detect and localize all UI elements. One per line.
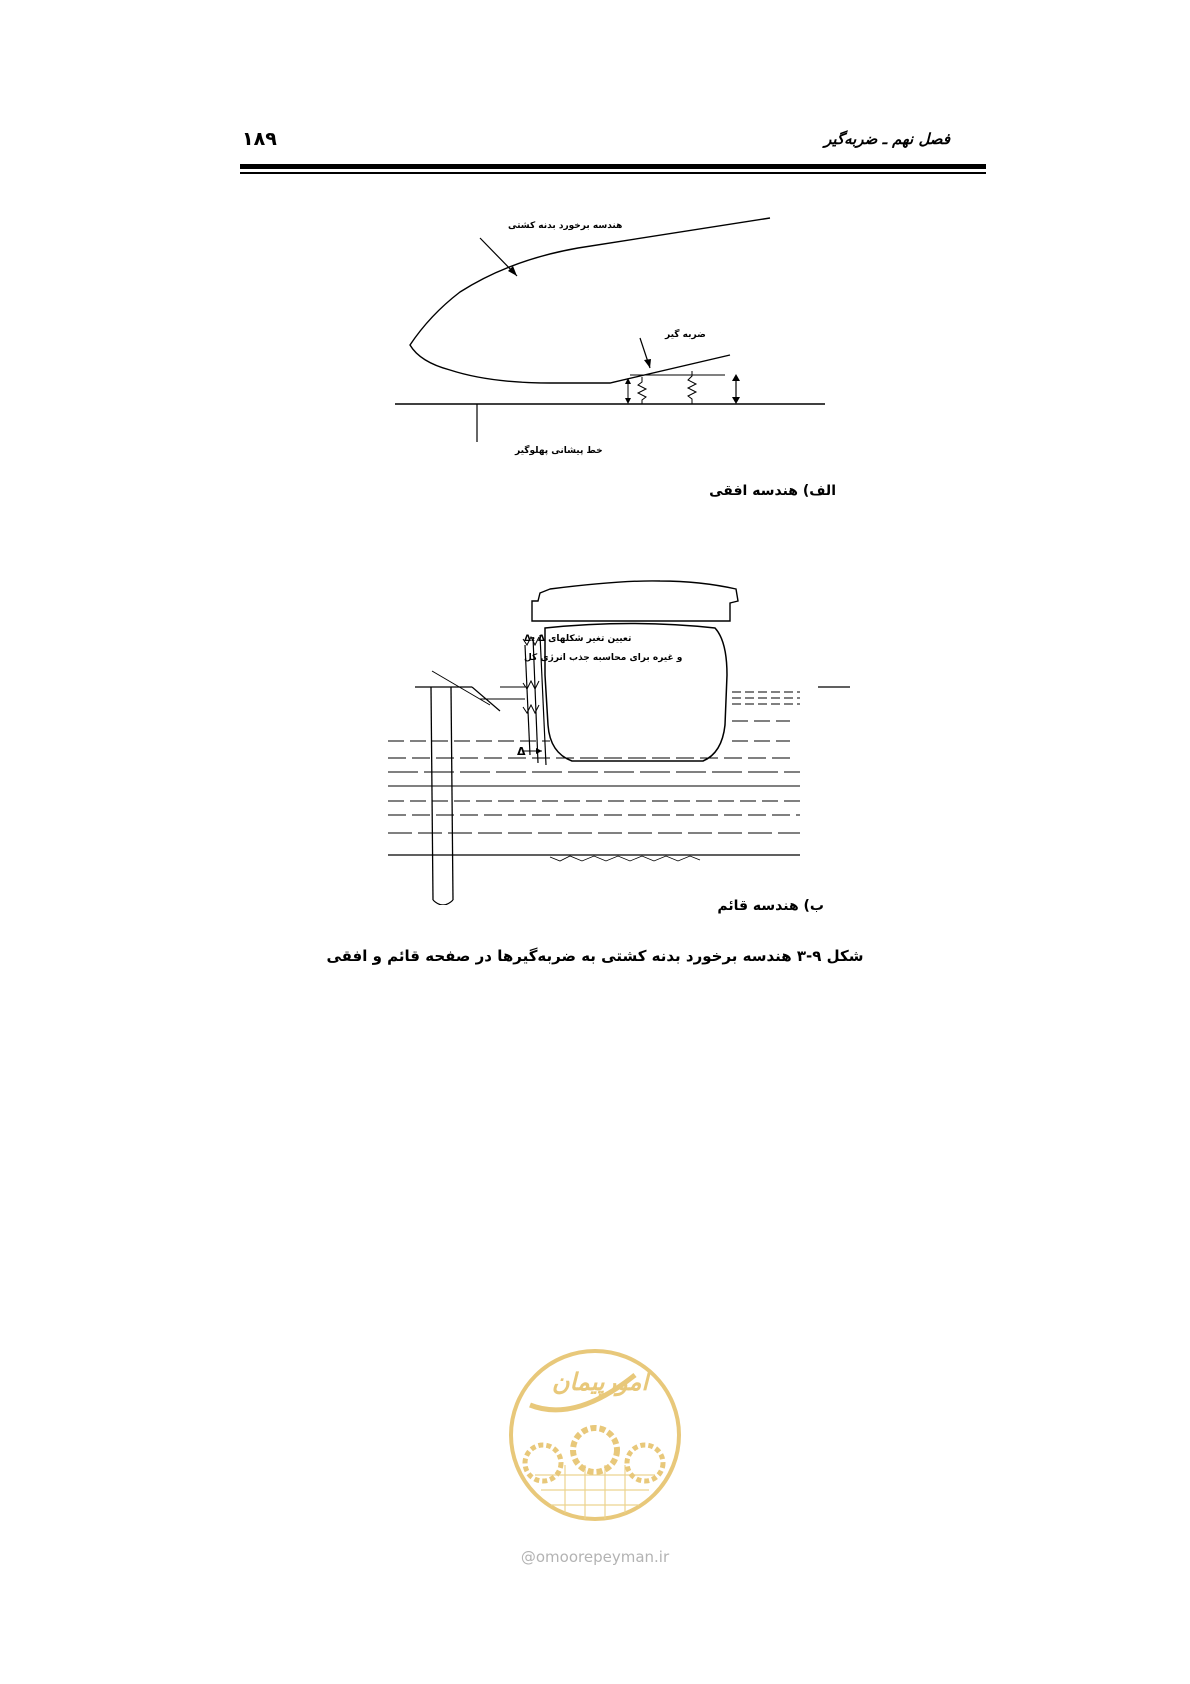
svg-text:امورپیمان: امورپیمان <box>551 1368 649 1396</box>
fender-spring <box>523 681 539 689</box>
label-fender: ضربه گیر <box>665 330 706 340</box>
label-hull-geometry: هندسه برخورد بدنه کشتی <box>508 221 623 231</box>
label-delta: Δ <box>517 745 526 758</box>
figure-horizontal-geometry <box>380 200 840 460</box>
page-number: ۱۸۹ <box>242 128 277 150</box>
caption-horizontal-geometry: الف) هندسه افقی <box>709 483 836 499</box>
pile <box>431 687 433 900</box>
label-berth-line: خط پیشانی پهلوگیر <box>515 446 603 456</box>
fender-spring <box>638 377 646 404</box>
fender-spring <box>523 705 539 713</box>
label-energy-absorption: و غیره برای محاسبه جذب انرژی کل <box>524 653 683 663</box>
header-rule-thick <box>240 164 986 169</box>
caption-vertical-geometry: ب) هندسه قائم <box>717 898 824 914</box>
hull-outline <box>410 218 770 383</box>
ship-hull-section <box>545 624 727 762</box>
label-deformation: تعیین تغیر شکلهای Δ₂ Δ <box>524 634 632 644</box>
running-header: فصل نهم ـ ضربه‌گیر <box>824 130 950 148</box>
fender-spring <box>688 371 696 404</box>
figure-vertical-geometry <box>360 575 860 905</box>
ship-deck <box>532 581 738 621</box>
figure-caption: شکل ۹-۳ هندسه برخورد بدنه کشتی به ضربه‌گیرها در صفحه قائم و افقی <box>326 947 864 965</box>
header-rule-thin <box>240 172 986 174</box>
watermark-url: @omoorepeyman.ir <box>520 1548 670 1566</box>
watermark-logo <box>505 1335 685 1540</box>
